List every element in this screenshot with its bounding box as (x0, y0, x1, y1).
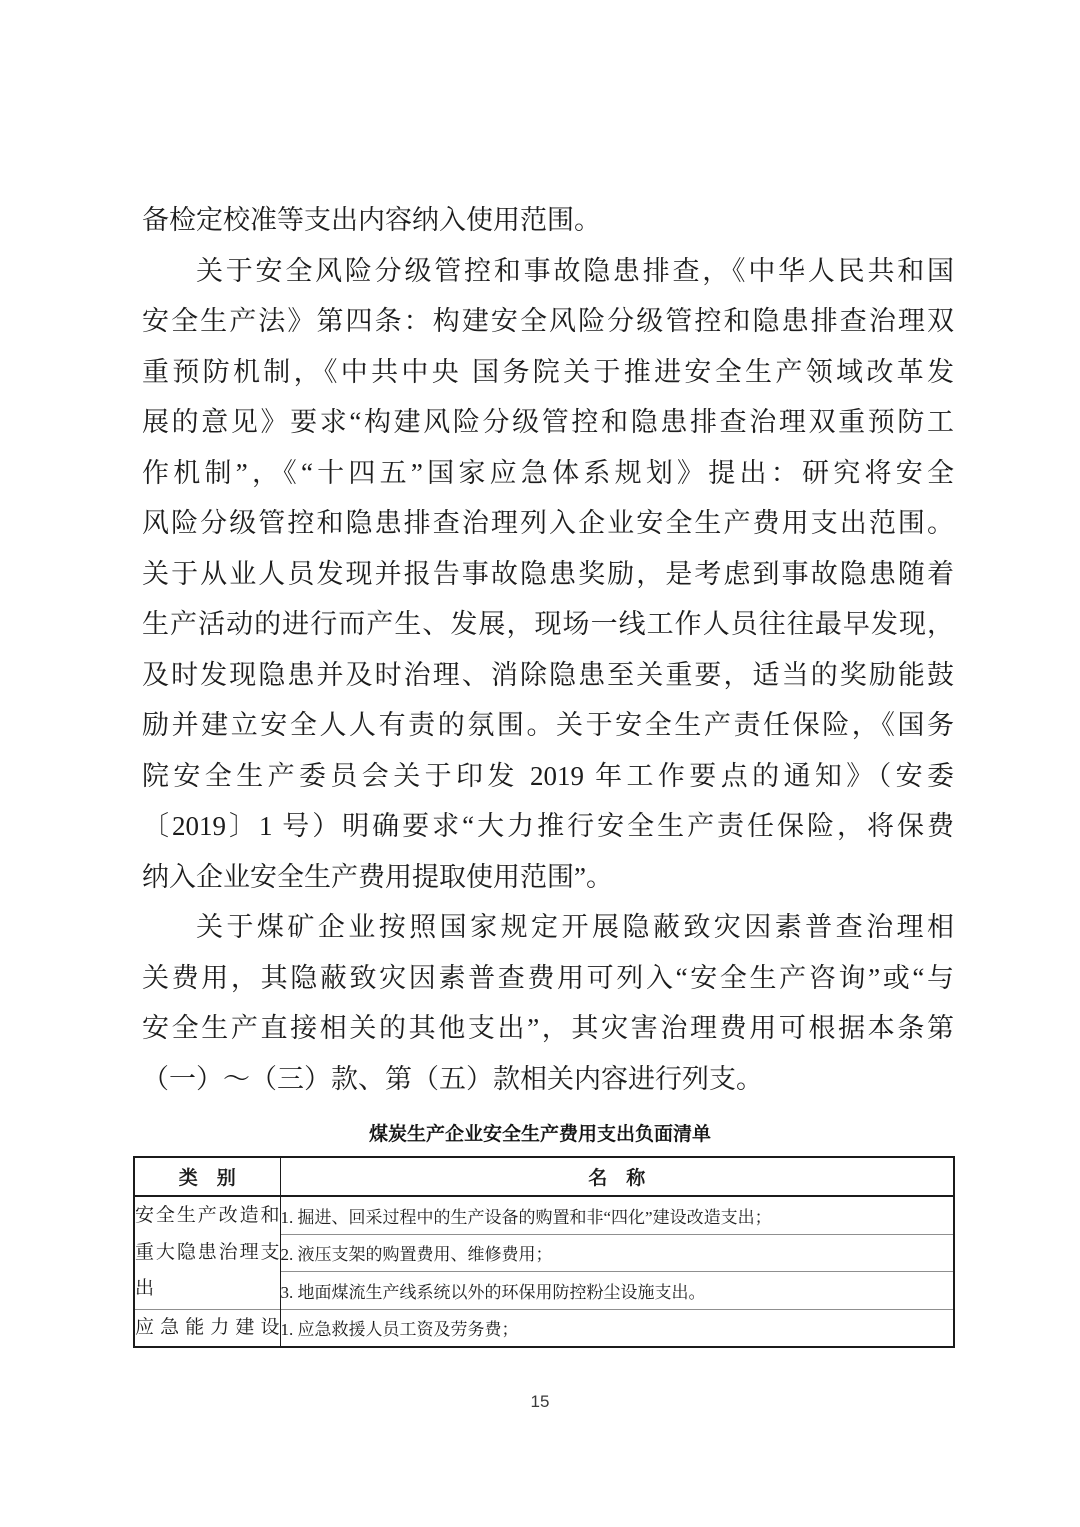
text-line: 备检定校准等支出内容纳入使用范围。 (142, 205, 601, 235)
table-cell-category: 安全生产改造和重大隐患治理支出 (134, 1196, 280, 1309)
table-row (134, 1309, 954, 1347)
text-line: 纳入企业安全生产费用提取使用范围”。 (142, 861, 613, 892)
text-line: 安全生产直接相关的其他支出”，其灾害治理费用可根据本条第 (142, 1013, 954, 1043)
page-number: 15 (530, 1392, 550, 1411)
table-cell-item: 1. 掘进、回采过程中的生产设备的购置和非“四化”建设改造支出； (280, 1207, 772, 1227)
text-line: 生产活动的进行而产生、发展，现场一线工作人员往往最早发现， (142, 609, 954, 639)
text-line: 展的意见》要求“构建风险分级管控和隐患排查治理双重预防工 (142, 407, 954, 437)
negative-list-table (133, 1156, 955, 1348)
text-line: 励并建立安全人人有责的氛围。关于安全生产责任保险，《国务 (142, 710, 954, 740)
table-header-row (134, 1157, 954, 1196)
text-line: 〔2019〕1 号）明确要求“大力推行安全生产责任保险，将保费 (142, 811, 954, 841)
table-cell-item: 2. 液压支架的购置费用、维修费用； (280, 1234, 954, 1272)
table-cell-item: 3. 地面煤流生产线系统以外的环保用防控粉尘设施支出。 (280, 1272, 954, 1310)
text-line: 安全生产法》第四条：构建安全风险分级管控和隐患排查治理双 (142, 306, 954, 336)
text-line: 及时发现隐患并及时治理、消除隐患至关重要，适当的奖励能鼓 (142, 659, 954, 690)
text-line: 关于煤矿企业按照国家规定开展隐蔽致灾因素普查治理相 (196, 912, 954, 942)
body-text (142, 195, 954, 1104)
text-line: 院安全生产委员会关于印发 2019 年工作要点的通知》（安委 (142, 760, 954, 791)
text-line: 关于安全风险分级管控和事故隐患排查，《中华人民共和国 (196, 255, 954, 286)
table-cell-item: 1. 应急救援人员工资及劳务费； (280, 1309, 954, 1347)
text-line: 作机制”，《“十四五”国家应急体系规划》提出：研究将安全 (142, 457, 954, 488)
text-line: 关费用，其隐蔽致灾因素普查费用可列入“安全生产咨询”或“与 (142, 962, 954, 993)
table-header-name: 名 称 (280, 1157, 954, 1196)
text-line: 关于从业人员发现并报告事故隐患奖励，是考虑到事故隐患随着 (142, 558, 954, 589)
table-title: 煤炭生产企业安全生产费用支出负面清单 (368, 1124, 711, 1145)
text-line: 重预防机制，《中共中央 国务院关于推进安全生产领域改革发 (142, 356, 954, 387)
table-header-category: 类 别 (134, 1157, 280, 1196)
text-line: （一）～（三）款、第（五）款相关内容进行列支。 (142, 1063, 763, 1094)
text-line: 风险分级管控和隐患排查治理列入企业安全生产费用支出范围。 (142, 508, 954, 538)
table-row (134, 1196, 954, 1234)
table-cell-category: 应急能力建设 (134, 1309, 280, 1347)
